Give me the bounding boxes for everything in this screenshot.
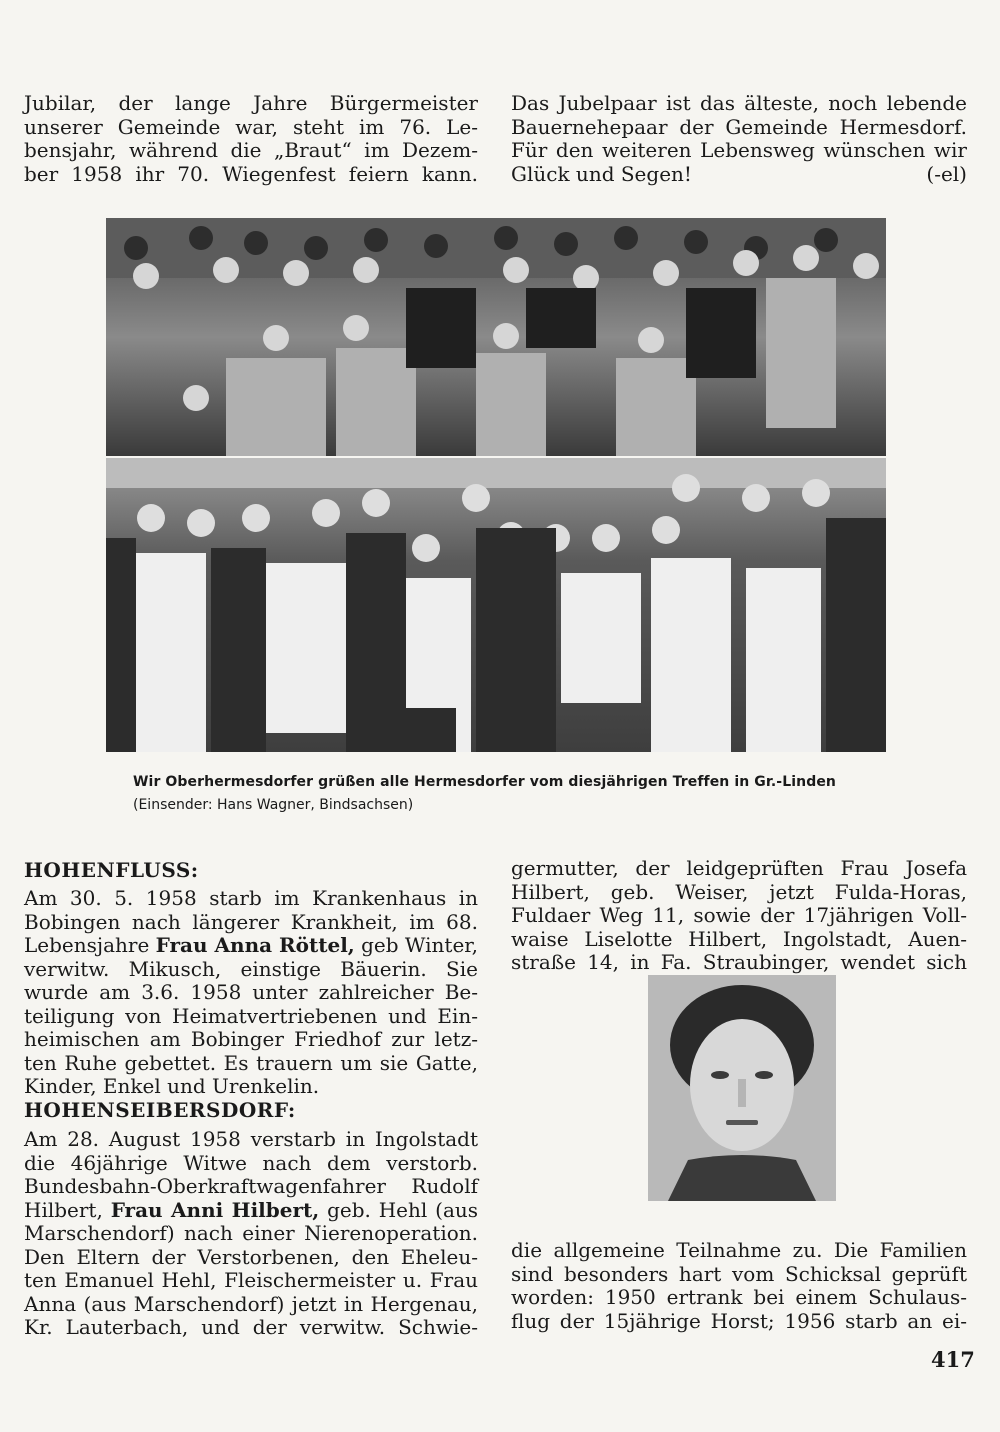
section-body-hohenseibersdorf [24,1128,478,1340]
text-line: unserer Gemeinde war, steht im 76. Le- [24,114,478,139]
text-line: die allgemeine Teilnahme zu. Die Familien [511,1238,967,1262]
text-line: die 46jährige Witwe nach dem verstorb. [24,1150,478,1175]
section-body-hohenfluss [24,887,478,1099]
text-line: ten Emanuel Hehl, Fleischermeister u. Frau [24,1268,478,1292]
page-number: 417 [931,1347,975,1372]
text-line: Fuldaer Weg 11, sowie der 17jährigen Voll- [511,903,967,927]
intro-paragraph-right [511,92,967,186]
group-photo-bottom-image [106,458,886,752]
photo-caption-credit: (Einsender: Hans Wagner, Bindsachsen) [133,797,414,813]
text-line: Marschendorf) nach einer Nierenoperation. [24,1221,478,1245]
text-line-part: geb Winter, [354,933,478,957]
deceased-name: Frau Anna Röttel, [155,933,355,957]
section-heading-hohenfluss: HOHENFLUSS: [24,858,199,882]
portrait-photo-image [648,975,836,1201]
text-line: Kinder, Enkel und Urenkelin. [24,1074,320,1098]
text-line: Für den weiteren Lebensweg wünschen wir [511,138,967,162]
text-line: straße 14, in Fa. Straubinger, wendet sich [511,950,967,974]
photo-caption [133,771,836,817]
group-photo-top [106,218,886,456]
text-line: Kr. Lauterbach, und der verwitw. Schwie- [24,1315,478,1339]
text-line-part: Lebensjahre [24,933,156,957]
photo-caption-title: Wir Oberhermesdorfer grüßen alle Hermesdorfer vom diesjährigen Treffen in Gr.-Linden [133,774,836,790]
group-photo-top-image [106,218,886,456]
text-line: Das Jubelpaar ist das älteste, noch lebende [511,91,967,115]
text-line: Am 30. 5. 1958 starb im Krankenhaus in [24,886,478,910]
author-signature: (-el) [926,161,967,186]
text-line: Anna (aus Marschendorf) jetzt in Hergenau, [24,1291,478,1316]
text-line: Bobingen nach längerer Krankheit, im 68. [24,909,478,934]
text-line: sind besonders hart vom Schicksal geprüft [511,1261,967,1286]
text-line: Hilbert, geb. Weiser, jetzt Fulda-Horas, [511,879,967,904]
text-line: Bundesbahn-Oberkraftwagenfahrer Rudolf [24,1174,478,1198]
text-line: wurde am 3.6. 1958 unter zahlreicher Be- [24,980,478,1004]
text-line: flug der 15jährige Horst; 1956 starb an ei- [511,1308,967,1333]
text-line: Am 28. August 1958 verstarb in Ingolstadt [24,1127,478,1151]
text-line: Den Eltern der Verstorbenen, den Eheleu- [24,1244,478,1269]
right-column-text-bottom [511,1239,967,1333]
text-line: germutter, der leidgeprüften Frau Josefa [511,856,967,880]
portrait-photo [648,975,836,1201]
text-line: ber 1958 ihr 70. Wiegenfest feiern kann. [24,161,478,186]
text-line: worden: 1950 ertrank bei einem Schulaus- [511,1285,967,1309]
text-line: teiligung von Heimatvertriebenen und Ein- [24,1003,478,1028]
text-line [511,163,967,187]
text-line: verwitw. Mikusch, einstige Bäuerin. Sie [24,956,478,981]
intro-paragraph-left [24,92,478,186]
text-line [24,1199,478,1223]
text-line: waise Liselotte Hilbert, Ingolstadt, Auen- [511,926,967,951]
right-column-text-top [511,857,967,975]
group-photo-bottom [106,458,886,752]
text-line-part: Hilbert, [24,1197,111,1222]
text-line-content: Glück und Segen! [511,161,692,186]
text-line-part: geb. Hehl (aus [319,1197,479,1222]
deceased-name: Frau Anni Hilbert, [110,1197,320,1222]
text-line: bensjahr, während die „Braut“ im Dezem- [24,138,478,162]
section-heading-hohenseibersdorf: HOHENSEIBERSDORF: [24,1098,296,1122]
text-line [24,934,478,958]
text-line: heimischen am Bobinger Friedhof zur letz- [24,1027,478,1051]
text-line: Jubilar, der lange Jahre Bürgermeister [24,91,478,115]
text-line: ten Ruhe gebettet. Es trauern um sie Gatte, [24,1050,478,1075]
text-line: Bauernehepaar der Gemeinde Hermesdorf. [511,114,967,139]
